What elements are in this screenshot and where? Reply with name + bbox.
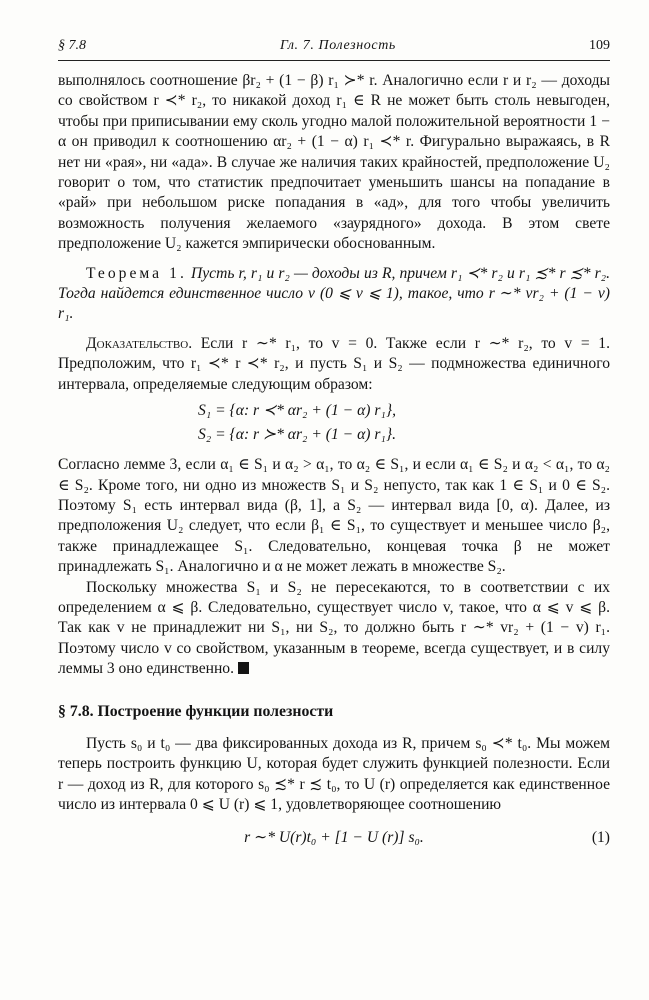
proof-label: Доказательство. bbox=[86, 334, 193, 352]
set-definitions bbox=[58, 401, 610, 449]
header-chapter: Гл. 7. Полезность bbox=[280, 38, 396, 53]
equation-s2: S₂ = {α: r ≻* αr₂ + (1 − α) r₁}. bbox=[198, 426, 396, 444]
theorem-label: Теорема 1. bbox=[86, 264, 187, 282]
running-header bbox=[58, 36, 610, 58]
theorem-1 bbox=[58, 264, 610, 325]
equation-1-number: (1) bbox=[591, 828, 610, 846]
paragraph-conclusion bbox=[58, 578, 610, 680]
paragraph-lemma: Согласно лемме 3, если α₁ ∈ S₁ и α₂ > α₁, то α₂ ∈ S₁, и если α₁ ∈ S₂ и α₂ < α₁, то α₂ ∈ S₂. Кроме того, ни одно из множеств S₁ и S₂ непусто, так как 1 ∈ S₁ и 0 ∈ S₂. Поэтому S₁ есть интервал вида (β, 1], а S₂ — интервал вида [0, α). Далее, из предположения U₂ следует, что если β₁ ∈ S₁, то существует и меньшее число β₂, также принадлежащее S₁. Следовательно, концевая точка β не может принадлежать S₁. Аналогично и α не может лежать в множестве S₂. bbox=[58, 456, 610, 576]
paragraph-continuation: выполнялось соотношение βr₂ + (1 − β) r₁ ≻* r. Аналогично если r и r₂ — доходы со свойством r ≺* r₂, то никакой доход r₁ ∈ R не может быть столь невыгоден, чтобы при приписывании ему сколь угодно малой положительной вероятности 1 − α он приводил к соотношению αr₂ + (1 − α) r₁ ≺* r. Фигурально выражаясь, в R нет ни «рая», ни «ада». В случае же наличия таких крайностей, предположение U₂ говорит о том, что статистик предпочитает уменьшить шансы на попадание в «рай» при небольшом риске попадания в «ад», для того чтобы увеличить возможность получения желаемого «заурядного» дохода. В этом свете предположение U₂ кажется эмпирически обоснованным. bbox=[58, 72, 610, 253]
theorem-statement: Пусть r, r₁ и r₂ — доходы из R, причем r₁ ≺* r₂ и r₁ ≾* r ≾* r₂. Тогда найдется единственное число v (0 ⩽ v ⩽ 1), такое, что r ∼* vr₂ + (1 − v) r₁. bbox=[58, 264, 610, 323]
conclusion-text: Поскольку множества S₁ и S₂ не пересекаются, то в соответствии с их определением α ⩽ β. Следовательно, существует число v, такое, что α ⩽ v ⩽ β. Так как v не принадлежит ни S₁, ни S₂, то должно быть r ∼* vr₂ + (1 − v) r₁. Поэтому число v со свойством, указанным в теореме, всегда существует, и в силу леммы 3 оно единственно. bbox=[58, 578, 610, 678]
header-rule bbox=[58, 60, 610, 61]
qed-square-icon bbox=[238, 662, 249, 674]
page-number: 109 bbox=[589, 38, 610, 53]
equation-s1: S₁ = {α: r ≺* αr₂ + (1 − α) r₁}, bbox=[198, 402, 396, 420]
equation-1-body: r ∼* U(r)t₀ + [1 − U (r)] s₀. bbox=[244, 828, 424, 846]
proof-intro-text: Если r ∼* r₁, то v = 0. Также если r ∼* r₂, то v = 1. Предположим, что r₁ ≺* r ≺* r₂, и пусть S₁ и S₂ — подмножества единичного интервала, определяемые следующим образом: bbox=[58, 334, 610, 393]
header-section: § 7.8 bbox=[58, 38, 86, 53]
section-heading: § 7.8. Построение функции полезности bbox=[58, 702, 334, 720]
proof-intro bbox=[58, 334, 610, 395]
paragraph-section: Пусть s₀ и t₀ — два фиксированных дохода из R, причем s₀ ≺* t₀. Мы можем теперь построить функцию U, которая будет служить функцией полезности. Если r — доход из R, для которого s₀ ≾* r ≾ t₀, то U (r) определяется как единственное число из интервала 0 ⩽ U (r) ⩽ 1, удовлетворяющее соотношению bbox=[58, 734, 610, 814]
equation-1 bbox=[58, 828, 610, 848]
page bbox=[58, 36, 610, 848]
